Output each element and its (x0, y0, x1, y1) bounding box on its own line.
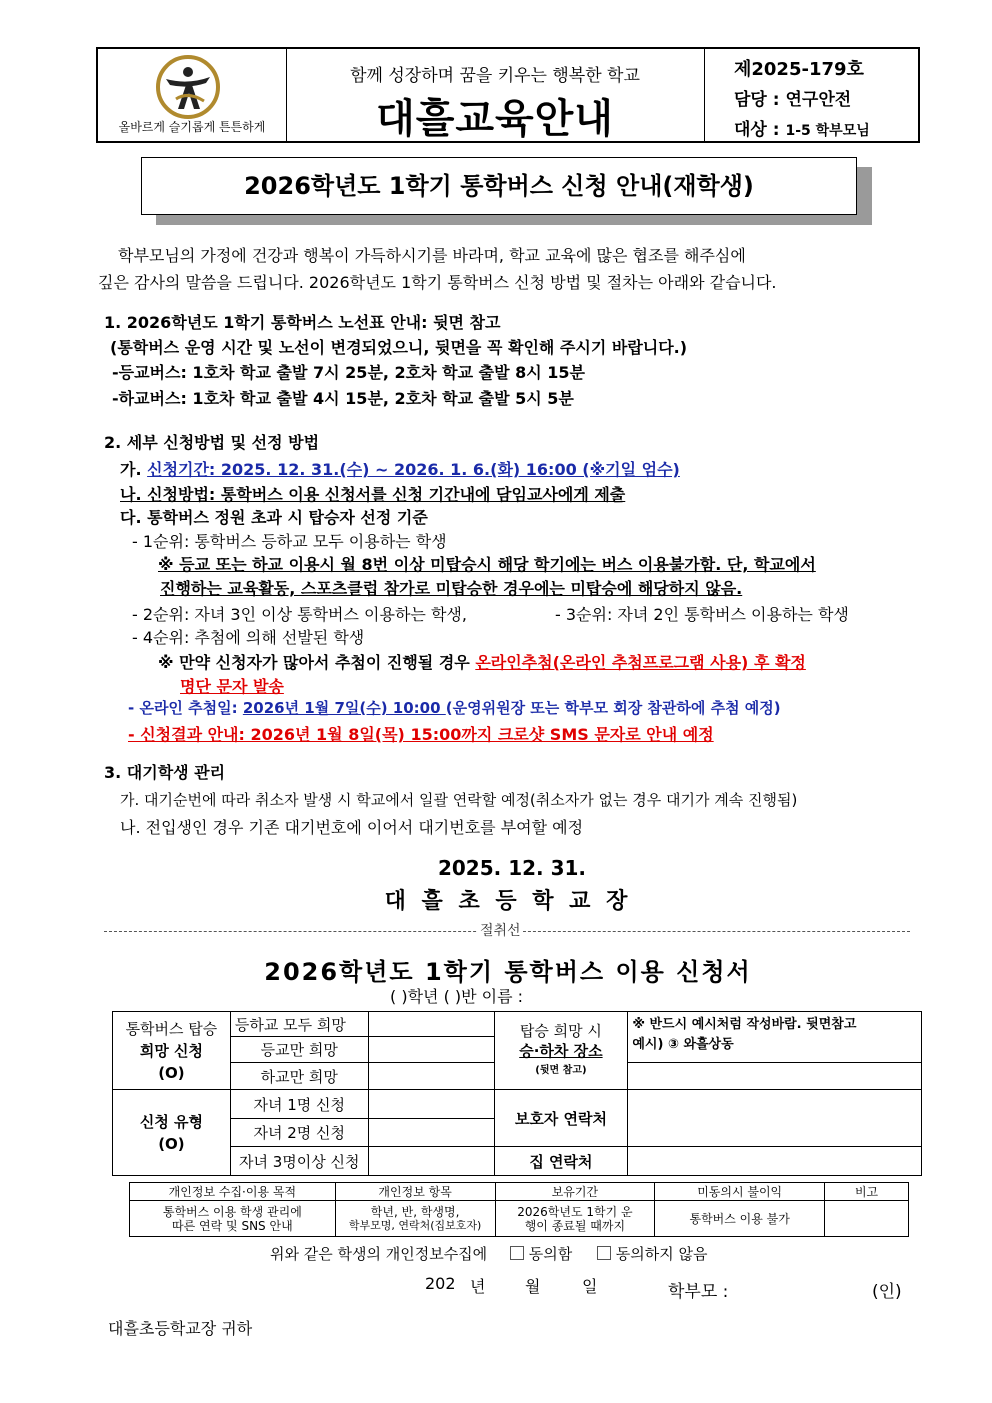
priority-4-note (158, 650, 806, 673)
apply-period: 신청기간: 2025. 12. 31.(수) ~ 2026. 1. 6.(화) 16:00 (※기일 엄수) (147, 460, 680, 479)
wish-label-3: (O) (158, 1063, 185, 1082)
consent-line (270, 1243, 708, 1264)
section1-afternoon-bus: -하교버스: 1호차 학교 출발 4시 15분, 2호차 학교 출발 5시 5분 (112, 389, 574, 408)
section1-heading: 1. 2026학년도 1학기 통학버스 노선표 안내: 뒷면 참고 (104, 313, 501, 332)
school-motto: 올바르게 슬기롭게 튼튼하게 (118, 120, 266, 134)
wish-opt-morning: 등교만 희망 (230, 1037, 368, 1062)
privacy-items (335, 1201, 495, 1237)
priority-4-note-red-2: 명단 문자 발송 (180, 677, 284, 696)
newsletter-title: 대흘교육안내 (376, 96, 614, 142)
place-note-cell (628, 1012, 922, 1063)
section2-heading: 2. 세부 신청방법 및 선정 방법 (104, 433, 320, 452)
wish-label-2: 희망 신청 (139, 1041, 204, 1060)
type-opt-1: 자녀 1명 신청 (230, 1090, 368, 1119)
doc-charge: 담당 : 연구안전 (734, 90, 852, 110)
privacy-period-2: 행이 종료될 때까지 (524, 1218, 626, 1233)
home-contact-input[interactable] (628, 1147, 922, 1176)
header-box (96, 47, 920, 143)
priority-4: - 4순위: 추첨에 의해 선발된 학생 (132, 628, 365, 647)
application-form-table (112, 1011, 922, 1176)
priority-4-note-black: ※ 만약 신청자가 많아서 추첨이 진행될 경우 (158, 653, 476, 672)
section3-heading: 3. 대기학생 관리 (104, 763, 226, 782)
privacy-header-items: 개인정보 항목 (335, 1183, 495, 1201)
apply-period-line (120, 457, 680, 480)
apply-method: 나. 신청방법: 통학버스 이용 신청서를 신청 기간내에 담임교사에게 제출 (120, 485, 626, 504)
result-notice: - 신청결과 안내: 2026년 1월 8일(목) 15:00까지 크로샷 SMS 문자로 안내 예정 (128, 725, 714, 744)
header-meta-cell (704, 49, 918, 141)
intro-line-2: 깊은 감사의 말씀을 드립니다. 2026학년도 1학기 통학버스 신청 방법 및 절차는 아래와 같습니다. (98, 273, 777, 292)
agree-checkbox[interactable] (510, 1246, 524, 1260)
draw-date-tail: (운영위원장 또는 학부모 회장 참관하에 추첨 예정) (445, 699, 781, 717)
sign-year-unit: 년 (470, 1277, 486, 1296)
school-logo-icon (156, 55, 220, 119)
type-label-1: 신청 유형 (139, 1112, 204, 1131)
privacy-purpose-2: 따른 연락 및 SNS 안내 (172, 1218, 293, 1233)
privacy-header-period: 보유기간 (495, 1183, 655, 1201)
header-logo-cell (98, 49, 287, 141)
priority-1-note-2: 진행하는 교육활동, 스포츠클럽 참가로 미탑승한 경우에는 미탑승에 해당하지 않음. (160, 579, 743, 598)
section1-morning-bus: -등교버스: 1호차 학교 출발 7시 25분, 2호차 학교 출발 8시 15분 (112, 363, 586, 382)
privacy-header-purpose: 개인정보 수집·이용 목적 (130, 1183, 336, 1201)
place-input[interactable] (628, 1062, 922, 1090)
wish-morning-check[interactable] (368, 1037, 494, 1062)
doc-number: 제2025-179호 (734, 59, 864, 80)
wish-label-1: 통학버스 탑승 (125, 1019, 218, 1038)
document-title: 2026학년도 1학기 통학버스 신청 안내(재학생) (141, 157, 857, 215)
privacy-period (495, 1201, 655, 1237)
draw-date: 2026년 1월 7일(수) 10:00 (242, 699, 446, 717)
school-slogan: 함께 성장하며 꿈을 키우는 행복한 학교 (350, 66, 640, 86)
intro-line-1: 학부모님의 가정에 건강과 행복이 가득하시기를 바라며, 학교 교육에 많은 협조를 해주심에 (118, 246, 746, 265)
priority-1-note-1: ※ 등교 또는 하교 이용시 월 8번 이상 미탑승시 해당 학기에는 버스 이용불가함. 단, 학교에서 (158, 555, 816, 574)
apply-period-prefix: 가. (120, 460, 148, 479)
place-note-2: 예시) ③ 와흘상동 (632, 1037, 734, 1052)
wish-both-check[interactable] (368, 1012, 494, 1037)
issue-date: 2025. 12. 31. (437, 856, 587, 880)
privacy-remarks (825, 1201, 909, 1237)
disagree-checkbox[interactable] (597, 1246, 611, 1260)
type-opt-2: 자녀 2명 신청 (230, 1118, 368, 1147)
guardian-contact-input[interactable] (628, 1090, 922, 1147)
sign-day-unit: 일 (582, 1277, 598, 1296)
type-3-check[interactable] (368, 1147, 494, 1176)
consent-text: 위와 같은 학생의 개인정보수집에 (270, 1245, 488, 1263)
selection-criteria-heading: 다. 통학버스 정원 초과 시 탑승자 선정 기준 (120, 508, 428, 527)
header-title-cell (286, 49, 705, 141)
type-label-cell (113, 1090, 231, 1176)
privacy-purpose-1: 통학버스 이용 학생 관리에 (162, 1204, 302, 1219)
draw-date-line (128, 697, 781, 718)
place-label-cell (494, 1012, 628, 1090)
wish-opt-both: 등하교 모두 희망 (230, 1012, 368, 1037)
priority-4-note-red: 온라인추첨(온라인 추첨프로그램 사용) 후 확정 (475, 653, 806, 672)
cut-line-label: 절취선 (478, 920, 523, 940)
sign-month-unit: 월 (525, 1277, 541, 1296)
wish-label-cell (113, 1012, 231, 1090)
draw-date-prefix: - 온라인 추첨일: (128, 699, 243, 717)
privacy-items-2: 학부모명, 연락처(집보호자) (348, 1218, 482, 1232)
privacy-penalty: 통학버스 이용 불가 (655, 1201, 825, 1237)
type-2-check[interactable] (368, 1118, 494, 1147)
place-label-3: (뒷면 참고) (535, 1064, 587, 1076)
place-label-1: 탑승 희망 시 (519, 1021, 602, 1040)
doc-target-value: 1-5 학부모님 (785, 123, 870, 139)
privacy-header-penalty: 미동의시 불이익 (655, 1183, 825, 1201)
doc-target (734, 115, 870, 140)
priority-2: - 2순위: 자녀 3인 이상 통학버스 이용하는 학생, (132, 605, 467, 624)
privacy-table (129, 1182, 909, 1237)
form-title: 2026학년도 1학기 통학버스 이용 신청서 (264, 958, 752, 986)
guardian-contact-label: 보호자 연락처 (494, 1090, 628, 1147)
privacy-header-remarks: 비고 (825, 1183, 909, 1201)
waitlist-a: 가. 대기순번에 따라 취소자 발생 시 학교에서 일괄 연락할 예정(취소자가 없는 경우 대기가 계속 진행됨) (120, 791, 798, 809)
section1-note: (통학버스 운영 시간 및 노선이 변경되었으니, 뒷면을 꼭 확인해 주시기 바랍니다.) (110, 338, 688, 357)
student-info-line[interactable]: ( )학년 ( )반 이름 : (390, 987, 524, 1006)
disagree-label: 동의하지 않음 (615, 1245, 708, 1263)
sign-year[interactable]: 202 (425, 1274, 456, 1293)
privacy-purpose (130, 1201, 336, 1237)
cut-line (104, 920, 910, 940)
principal-name: 대 흘 초 등 학 교 장 (384, 889, 632, 914)
privacy-period-1: 2026학년도 1학기 운 (517, 1204, 633, 1219)
home-contact-label: 집 연락처 (494, 1147, 628, 1176)
privacy-items-1: 학년, 반, 학생명, (370, 1204, 460, 1219)
type-label-2: (O) (158, 1134, 185, 1153)
waitlist-b: 나. 전입생인 경우 기존 대기번호에 이어서 대기번호를 부여할 예정 (120, 818, 584, 837)
place-label-2: 승·하차 장소 (519, 1041, 603, 1060)
type-1-check[interactable] (368, 1090, 494, 1119)
place-note-1: ※ 반드시 예시처럼 작성바람. 뒷면참고 (632, 1017, 857, 1032)
priority-1: - 1순위: 통학버스 등하교 모두 이용하는 학생 (132, 532, 447, 551)
parent-signature-label[interactable]: 학부모 : (668, 1282, 729, 1302)
wish-opt-afternoon: 하교만 희망 (230, 1062, 368, 1090)
type-opt-3: 자녀 3명이상 신청 (230, 1147, 368, 1176)
seal-mark: (인) (872, 1282, 902, 1302)
priority-3: - 3순위: 자녀 2인 통학버스 이용하는 학생 (555, 605, 849, 624)
wish-afternoon-check[interactable] (368, 1062, 494, 1090)
addressee: 대흘초등학교장 귀하 (108, 1319, 253, 1338)
agree-label: 동의함 (528, 1245, 573, 1263)
doc-target-label: 대상 : (734, 120, 780, 140)
